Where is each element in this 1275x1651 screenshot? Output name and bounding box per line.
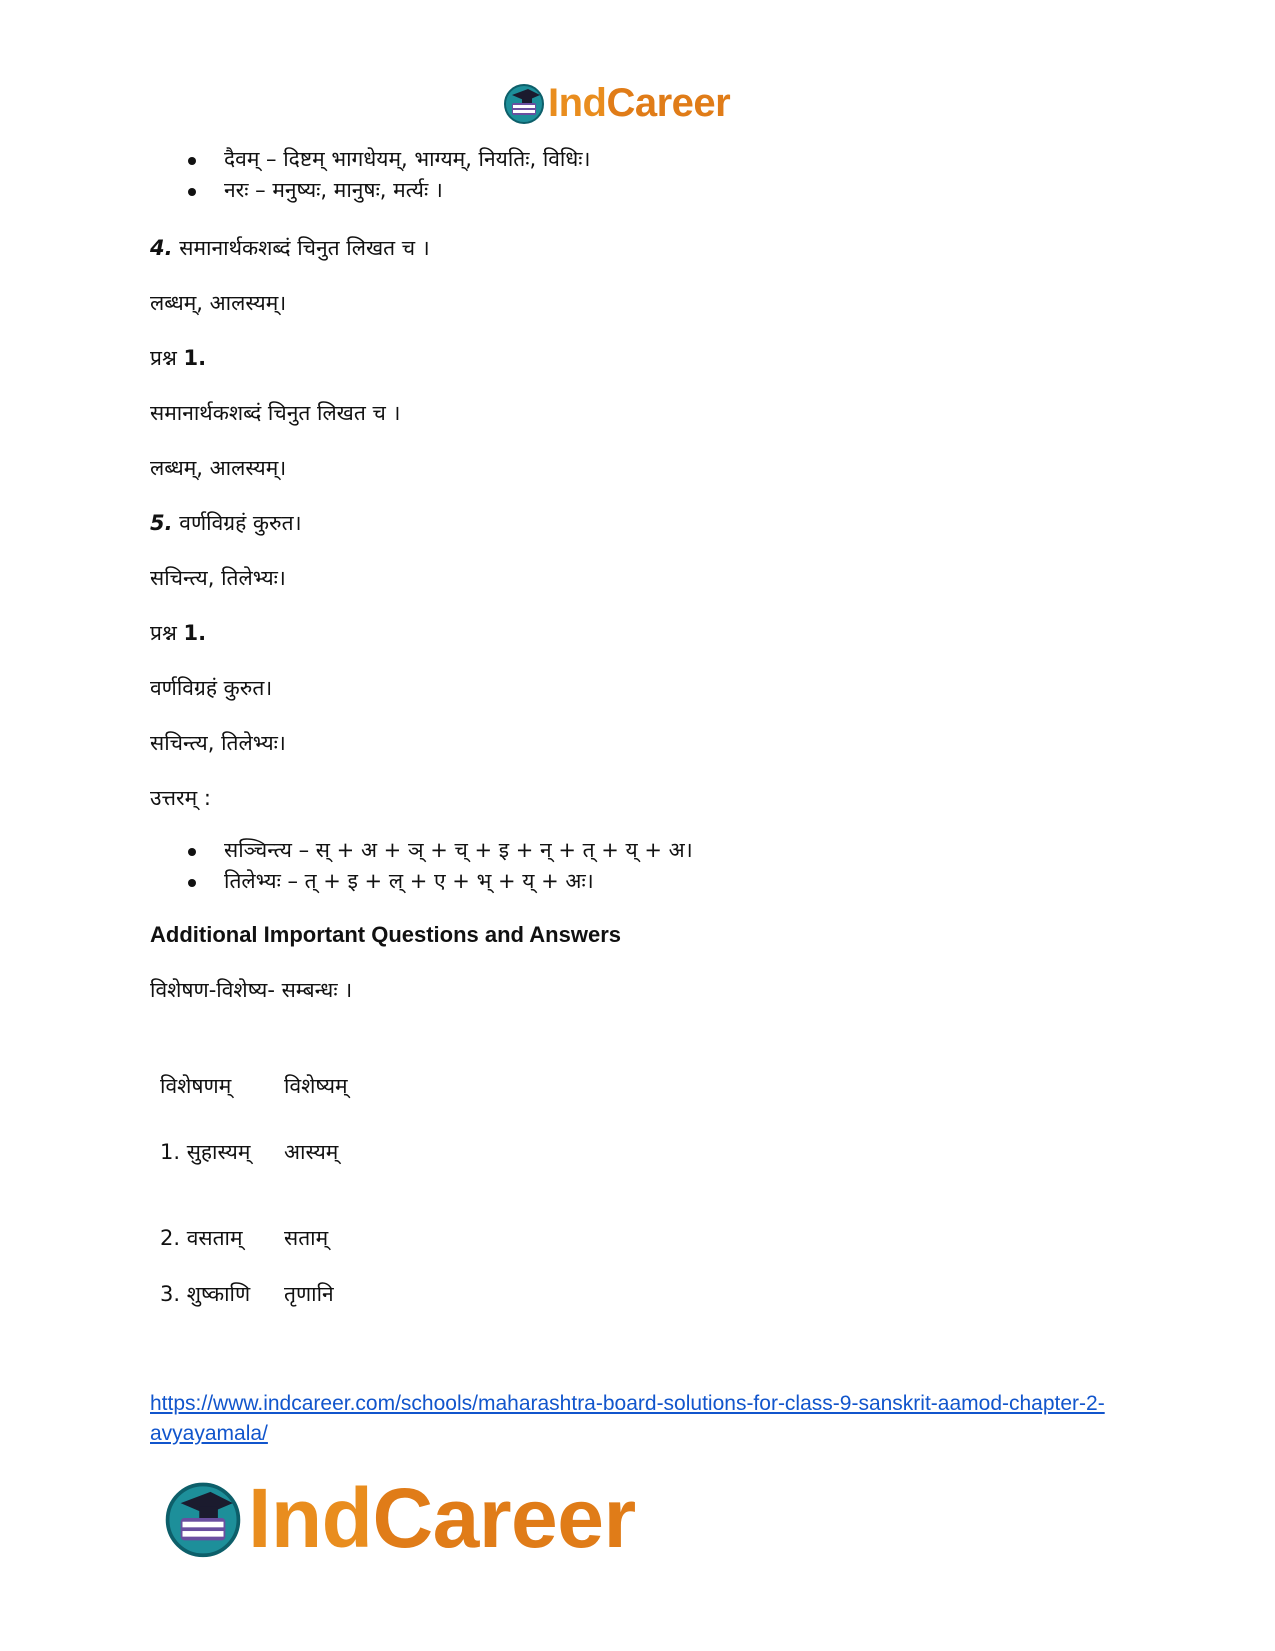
section-subheading: विशेषण-विशेष्य- सम्बन्धः । <box>150 978 353 1002</box>
question-number: 4. <box>150 236 173 260</box>
list-item: तिलेभ्यः – त् + इ + ल् + ए + भ् + य् + अः। <box>188 866 1150 897</box>
question-4-title <box>150 232 1150 287</box>
answer-label: उत्तरम् : <box>150 786 211 810</box>
source-url-link[interactable]: https://www.indcareer.com/schools/maharashtra-board-solutions-for-class-9-sanskrit-aamod-chapter-2-avyayamala/ <box>150 1392 1105 1445</box>
question-words: सचिन्त्य, तिलेभ्यः। <box>150 731 286 755</box>
indcareer-logo-header <box>502 80 730 126</box>
table-header-cell: विशेषणम् <box>160 1073 232 1098</box>
table-header-cell: विशेष्यम् <box>284 1073 348 1098</box>
list-item: सञ्चिन्त्य – स् + अ + ञ् + च् + इ + न् + त् + य् + अ। <box>188 835 1150 866</box>
prashna-label: प्रश्न 1. <box>150 621 207 645</box>
indcareer-logo-footer <box>162 1470 636 1566</box>
question-5-words: सचिन्त्य, तिलेभ्यः। <box>150 566 286 590</box>
table-header-row <box>150 1043 356 1129</box>
table-row <box>150 1279 356 1335</box>
list-item: दैवम् – दिष्टम् भागधेयम्, भाग्यम्, नियतिः, विधिः। <box>188 144 1150 175</box>
question-4-words: लब्धम्, आलस्यम्। <box>150 291 287 315</box>
table-cell: सताम् <box>284 1226 329 1250</box>
table-row <box>150 1223 356 1279</box>
question-text: समानार्थकशब्दं चिनुत लिखत च । <box>179 236 430 260</box>
table-cell: तृणानि <box>284 1282 334 1306</box>
question-text: वर्णविग्रहं कुरुत। <box>150 676 273 700</box>
table-cell: 1. सुहास्यम् <box>160 1140 251 1164</box>
logo-ind-text: Ind <box>548 81 607 125</box>
table-row <box>150 1129 356 1223</box>
question-5-title <box>150 507 1150 562</box>
prashna-label: प्रश्न 1. <box>150 346 207 370</box>
table-cell: 3. शुष्काणि <box>160 1282 251 1306</box>
synonym-list <box>150 144 1150 206</box>
graduation-book-globe-icon <box>162 1477 244 1559</box>
document-body <box>150 144 1150 1335</box>
list-item: नरः – मनुष्यः, मानुषः, मर्त्यः । <box>188 175 1150 206</box>
table-cell: 2. वसताम् <box>160 1226 243 1250</box>
table-cell: आस्यम् <box>284 1140 339 1164</box>
question-text: वर्णविग्रहं कुरुत। <box>179 511 302 535</box>
question-words: लब्धम्, आलस्यम्। <box>150 456 287 480</box>
logo-career-text: Career <box>606 81 731 125</box>
question-number: 5. <box>150 511 173 535</box>
section-heading: Additional Important Questions and Answers <box>150 922 622 947</box>
answer-list <box>150 835 1150 897</box>
graduation-book-globe-icon <box>502 81 546 125</box>
question-text: समानार्थकशब्दं चिनुत लिखत च । <box>150 401 401 425</box>
visheshan-table <box>150 1043 356 1335</box>
logo-ind-text: Ind <box>248 1471 373 1565</box>
logo-career-text: Career <box>372 1471 636 1565</box>
